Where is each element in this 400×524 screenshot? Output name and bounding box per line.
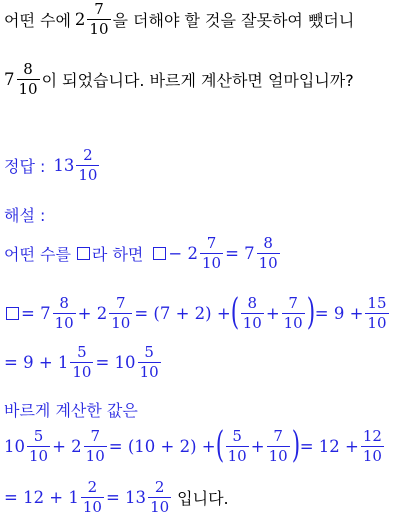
- paren-close: ): [306, 292, 315, 333]
- blank-box-icon: [77, 247, 90, 260]
- solution-step-3: [4, 345, 163, 380]
- operator: = 13: [105, 488, 147, 507]
- fraction: $\frac{5}{10}$: [72, 343, 92, 381]
- operator: = 9 +: [314, 303, 364, 323]
- fraction: $\frac{8}{10}$: [242, 293, 262, 332]
- operator: = 7: [21, 303, 51, 323]
- mixed-number-whole: 10: [4, 436, 25, 456]
- problem-text: 이 되었습니다. 바르게 계산하면 얼마입니까?: [41, 71, 354, 90]
- step-text: 입니다.: [177, 489, 229, 508]
- paren-open: (: [215, 425, 224, 466]
- fraction: $\frac{7}{10}$: [201, 234, 222, 272]
- operator: = 10: [95, 353, 136, 372]
- problem-line-2: [4, 62, 354, 97]
- fraction: $\frac{15}{10}$: [367, 293, 387, 332]
- operator: = 7: [225, 244, 255, 263]
- fraction: $\frac{8}{10}$: [54, 293, 74, 332]
- operator: +: [265, 303, 280, 323]
- operator: +: [250, 436, 265, 456]
- answer-fraction: $\frac{2}{10}$: [78, 146, 98, 184]
- operator: − 2: [168, 244, 198, 263]
- blank-box-icon: [6, 307, 19, 320]
- fraction: $\frac{8}{10}$: [258, 234, 278, 272]
- fraction: $\frac{2}{10}$: [82, 478, 102, 516]
- fraction: $\frac{12}{10}$: [362, 426, 382, 465]
- fraction: $\frac{7}{10}$: [85, 426, 105, 465]
- answer-label: 정답 :: [4, 157, 46, 176]
- operator: + 2: [52, 436, 82, 456]
- problem-text: 어떤 수에: [4, 11, 71, 30]
- fraction: $\frac{7}{10}$: [111, 293, 131, 332]
- solution-step-2: [4, 292, 391, 333]
- operator: = 12 + 1: [4, 488, 79, 507]
- solution-step-4: [4, 398, 138, 421]
- operator: = 12 +: [299, 436, 359, 456]
- operator: = (10 + 2) +: [108, 436, 216, 456]
- fraction: $\frac{8}{10}$: [18, 60, 38, 98]
- fraction: $\frac{7}{10}$: [283, 293, 303, 332]
- blank-box-icon: [153, 247, 166, 260]
- fraction: $\frac{5}{10}$: [227, 426, 247, 465]
- paren-close: ): [291, 425, 300, 466]
- mixed-number-whole: 7: [4, 70, 15, 89]
- mixed-number-whole: 2: [74, 10, 86, 29]
- solution-step-5: [4, 425, 386, 466]
- problem-line-1: [4, 2, 354, 37]
- fraction: $\frac{7}{10}$: [268, 426, 288, 465]
- step-text: 어떤 수를: [4, 245, 71, 264]
- paren-open: (: [230, 292, 239, 333]
- answer-whole: 13: [53, 156, 75, 175]
- operator: + 2: [77, 303, 108, 323]
- solution-step-1: [4, 236, 282, 271]
- fraction: $\frac{5}{10}$: [29, 426, 49, 465]
- answer-line: [4, 148, 101, 183]
- fraction: $\frac{5}{10}$: [139, 343, 159, 381]
- problem-text: 을 더해야 할 것을 잘못하여 뺐더니: [112, 11, 355, 30]
- fraction: $\frac{7}{10}$: [89, 0, 109, 38]
- solution-label-line: [4, 203, 45, 226]
- fraction: $\frac{2}{10}$: [150, 478, 170, 516]
- step-text: 바르게 계산한 값은: [4, 401, 138, 420]
- solution-step-6: [4, 480, 229, 515]
- operator: = (7 + 2) +: [134, 303, 231, 323]
- operator: = 9 + 1: [4, 353, 69, 372]
- solution-label: 해설 :: [4, 206, 46, 225]
- step-text: 라 하면: [91, 245, 144, 264]
